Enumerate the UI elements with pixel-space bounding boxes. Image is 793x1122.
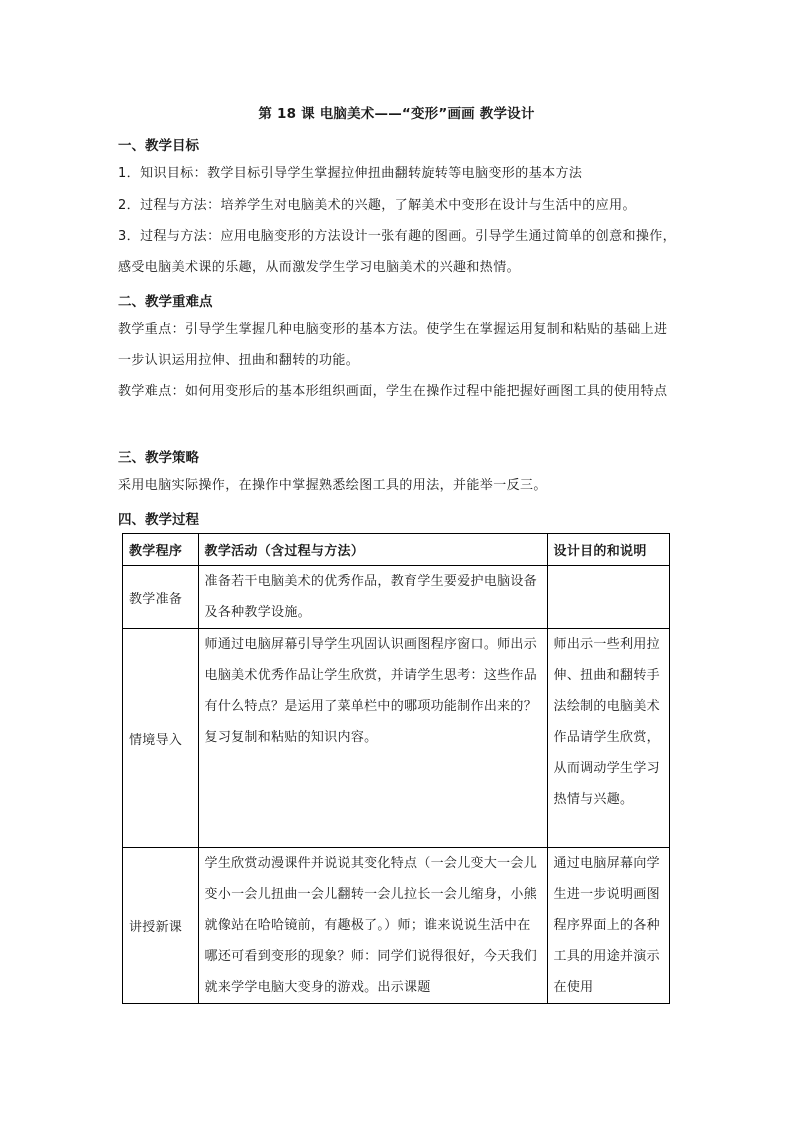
- key-focus-text: 教学重点：引导学生掌握几种电脑变形的基本方法。使学生在掌握运用复制和粘贴的基础上进一步认识运用拉伸、扭曲和翻转的功能。: [118, 322, 668, 368]
- purpose-cell: 通过电脑屏幕向学生进一步说明画图程序界面上的各种工具的用途并演示在使用: [553, 856, 660, 995]
- stage-cell: 教学准备: [123, 566, 199, 629]
- process-table: [122, 533, 670, 1004]
- goal-item-2: 2．过程与方法：培养学生对电脑美术的兴趣，了解美术中变形在设计与生活中的应用。: [118, 198, 636, 213]
- section-heading-process: 四、教学过程: [118, 512, 199, 528]
- goal-item-1: 1．知识目标：教学目标引导学生掌握拉伸扭曲翻转旋转等电脑变形的基本方法: [118, 166, 583, 181]
- table-row: [123, 848, 670, 1004]
- key-difficulty-text: 教学难点：如何用变形后的基本形组织画面，学生在操作过程中能把握好画图工具的使用特点: [118, 384, 668, 399]
- goal-item-3: 3．过程与方法：应用电脑变形的方法设计一张有趣的图画。引导学生通过简单的创意和操作，感受电脑美术课的乐趣，从而激发学生学习电脑美术的兴趣和热情。: [118, 229, 677, 275]
- table-row: [123, 566, 670, 629]
- stage-cell: 情境导入: [123, 629, 199, 848]
- purpose-cell-wrapper: [547, 848, 669, 1004]
- document-title: 第 18 课 电脑美术——“变形”画画 教学设计: [258, 106, 535, 122]
- activity-cell: 师通过电脑屏幕引导学生巩固认识画图程序窗口。师出示电脑美术优秀作品让学生欣赏，并请学生思考：这些作品有什么特点？是运用了菜单栏中的哪项功能制作出来的？复习复制和粘贴的知识内容。: [198, 629, 547, 848]
- column-header: 设计目的和说明: [547, 534, 669, 566]
- section-heading-goals: 一、教学目标: [118, 138, 199, 154]
- column-header: 教学程序: [123, 534, 199, 566]
- activity-cell: 准备若干电脑美术的优秀作品，教育学生要爱护电脑设备及各种教学设施。: [198, 566, 547, 629]
- section-heading-strategy: 三、教学策略: [118, 450, 199, 466]
- purpose-cell: 师出示一些利用拉伸、扭曲和翻转手法绘制的电脑美术作品请学生欣赏，从而调动学生学习热情与兴趣。: [547, 629, 669, 848]
- activity-cell: 学生欣赏动漫课件并说说其变化特点（一会儿变大一会儿变小一会儿扭曲一会儿翻转一会儿拉长一会儿缩身，小熊就像站在哈哈镜前，有趣极了。）师；谁来说说生活中在哪还可看到变形的现象？师：同学们说得很好，今天我们就来学学电脑大变身的游戏。出示课题: [198, 848, 547, 1004]
- strategy-text: 采用电脑实际操作，在操作中掌握熟悉绘图工具的用法，并能举一反三。: [118, 478, 547, 493]
- table-row: [123, 629, 670, 848]
- section-heading-key-points: 二、教学重难点: [118, 294, 213, 310]
- stage-cell: 讲授新课: [123, 848, 199, 1004]
- table-header-row: [123, 534, 670, 566]
- column-header: 教学活动（含过程与方法）: [198, 534, 547, 566]
- purpose-cell: [547, 566, 669, 629]
